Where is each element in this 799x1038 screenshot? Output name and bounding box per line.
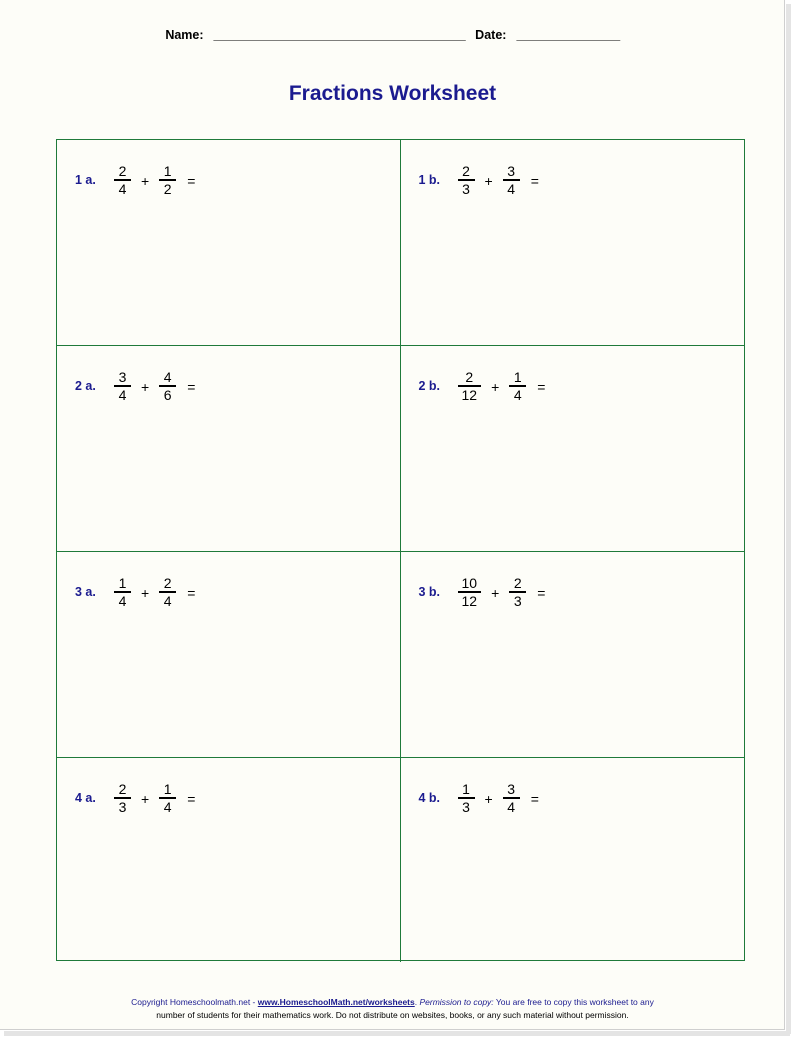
name-label: Name: (165, 28, 204, 42)
numerator: 4 (163, 368, 172, 385)
problem-4a (75, 776, 400, 820)
fraction-first (114, 164, 131, 197)
denominator: 3 (462, 798, 470, 815)
numerator: 1 (513, 368, 522, 385)
date-label: Date: (475, 28, 507, 42)
numerator: 1 (163, 162, 172, 179)
denominator: 3 (462, 180, 470, 197)
equals-sign: = (530, 172, 539, 189)
page-shadow-bottom (4, 1031, 790, 1036)
denominator: 4 (118, 592, 127, 609)
footer-permission-label: Permission to copy: (419, 997, 494, 1007)
equals-sign: = (187, 790, 196, 807)
problem-1a (75, 158, 400, 202)
fraction-first (458, 576, 482, 609)
numerator: 3 (118, 368, 127, 385)
numerator: 1 (163, 780, 172, 797)
footer-copyright: Copyright Homeschoolmath.net - (131, 997, 256, 1007)
fraction-first (114, 782, 131, 815)
numerator: 1 (118, 574, 127, 591)
denominator: 4 (163, 798, 172, 815)
operator: + (141, 378, 150, 395)
fraction-first (458, 782, 475, 815)
operator: + (141, 172, 150, 189)
problem-number: 1 a. (75, 173, 96, 187)
fraction-second (509, 370, 526, 403)
problem-number: 3 b. (418, 585, 441, 599)
problem-cell (401, 346, 745, 552)
name-date-line (0, 28, 785, 42)
equals-sign: = (537, 378, 546, 395)
problems-grid (56, 139, 745, 961)
numerator: 10 (461, 574, 478, 591)
problem-cell (57, 346, 401, 552)
fraction-first (114, 370, 131, 403)
fraction-first (458, 164, 475, 197)
equals-sign: = (530, 790, 539, 807)
numerator: 3 (507, 162, 516, 179)
fraction-first (114, 576, 131, 609)
fraction-second (159, 782, 176, 815)
problem-cell (57, 140, 401, 346)
footer-line-1 (0, 996, 785, 1009)
problem-number: 2 b. (418, 379, 441, 393)
fraction-second (503, 164, 520, 197)
fraction-second (159, 164, 176, 197)
problem-number: 4 b. (418, 791, 441, 805)
problem-number: 4 a. (75, 791, 96, 805)
footer-link[interactable]: www.HomeschoolMath.net/worksheets (257, 997, 415, 1007)
operator: + (491, 584, 500, 601)
fraction-second (159, 370, 176, 403)
operator: + (141, 790, 150, 807)
denominator: 4 (513, 386, 522, 403)
denominator: 4 (163, 592, 172, 609)
denominator: 4 (118, 386, 127, 403)
name-blank: _______________________________________ (213, 28, 466, 42)
numerator: 2 (465, 368, 474, 385)
fraction-second (503, 782, 520, 815)
problem-1b (419, 158, 745, 202)
numerator: 1 (462, 780, 470, 797)
problem-cell (401, 758, 745, 962)
page-title: Fractions Worksheet (288, 82, 497, 105)
problem-4b (419, 776, 745, 820)
denominator: 2 (163, 180, 172, 197)
problem-cell (57, 552, 401, 758)
fraction-first (458, 370, 482, 403)
problem-cell (57, 758, 401, 962)
numerator: 2 (462, 162, 470, 179)
denominator: 4 (507, 798, 516, 815)
problem-cell (401, 140, 745, 346)
problem-2b (419, 364, 745, 408)
problem-number: 1 b. (418, 173, 441, 187)
footer-permission-text: You are free to copy this worksheet to any (495, 997, 654, 1007)
numerator: 2 (513, 574, 522, 591)
denominator: 12 (461, 386, 478, 403)
equals-sign: = (537, 584, 546, 601)
operator: + (484, 172, 493, 189)
numerator: 2 (163, 574, 172, 591)
operator: + (491, 378, 500, 395)
page-shadow-right (786, 4, 791, 1034)
footer-period: . (414, 997, 418, 1007)
problem-number: 2 a. (75, 379, 96, 393)
problem-cell (401, 552, 745, 758)
fraction-second (159, 576, 176, 609)
denominator: 3 (118, 798, 127, 815)
equals-sign: = (187, 172, 196, 189)
denominator: 4 (118, 180, 127, 197)
denominator: 4 (507, 180, 516, 197)
denominator: 3 (513, 592, 522, 609)
fraction-second (509, 576, 526, 609)
operator: + (141, 584, 150, 601)
numerator: 2 (118, 162, 127, 179)
problem-number: 3 a. (75, 585, 96, 599)
problem-3b (419, 570, 745, 614)
footer (0, 996, 785, 1022)
equals-sign: = (187, 378, 196, 395)
problem-2a (75, 364, 400, 408)
footer-line-2: number of students for their mathematics work. Do not distribute on websites, books, or any such material without permission. (156, 1009, 629, 1020)
numerator: 3 (507, 780, 516, 797)
equals-sign: = (187, 584, 196, 601)
operator: + (484, 790, 493, 807)
date-blank: ________________ (516, 28, 620, 42)
problem-3a (75, 570, 400, 614)
numerator: 2 (118, 780, 127, 797)
denominator: 12 (461, 592, 478, 609)
denominator: 6 (163, 386, 172, 403)
